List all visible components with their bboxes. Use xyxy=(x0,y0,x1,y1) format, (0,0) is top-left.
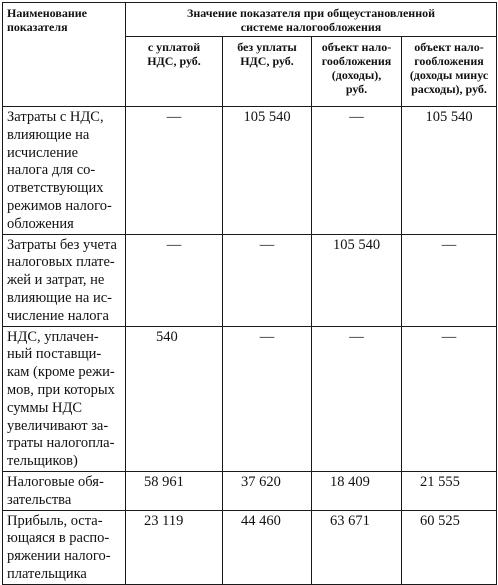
row-value: 37 620 xyxy=(223,471,312,510)
header-col-income: объект нало- гообложения (доходы), руб. xyxy=(312,37,402,107)
row-value: 58 961 xyxy=(126,471,223,510)
row-value: — xyxy=(312,107,402,235)
header-row-top xyxy=(3,3,497,37)
table-row xyxy=(3,326,497,471)
header-group-title: Значение показателя при общеустановленной системе налогообложения xyxy=(126,3,497,37)
row-value: — xyxy=(126,107,223,235)
row-value: 23 119 xyxy=(126,510,223,584)
table-row xyxy=(3,107,497,235)
row-value: — xyxy=(402,234,497,326)
header-indicator-name: Наименование показателя xyxy=(3,3,126,107)
row-label: НДС, уплачен- ный поставщи- кам (кроме режи- мов, при которых суммы НДС увеличивают за- траты налогопла- тельщиков) xyxy=(3,326,126,471)
row-value: 21 555 xyxy=(402,471,497,510)
row-label: Затраты без учета налоговых плате- жей и затрат, не влияющие на ис- числение налога xyxy=(3,234,126,326)
row-value: — xyxy=(223,326,312,471)
row-label: Налоговые обя- зательства xyxy=(3,471,126,510)
row-value: 63 671 xyxy=(312,510,402,584)
table-row xyxy=(3,234,497,326)
row-value: — xyxy=(312,326,402,471)
header-col-income-minus-expenses: объект нало- гообложения (доходы минус расходы), руб. xyxy=(402,37,497,107)
row-label: Затраты с НДС, влияющие на исчисление налога для со- ответствующих режимов налого- обложения xyxy=(3,107,126,235)
tax-comparison-table xyxy=(2,2,497,585)
row-value: — xyxy=(402,326,497,471)
row-value: — xyxy=(126,234,223,326)
header-col-with-vat: с уплатой НДС, руб. xyxy=(126,37,223,107)
header-col-without-vat: без уплаты НДС, руб. xyxy=(223,37,312,107)
row-value: 44 460 xyxy=(223,510,312,584)
row-value: 105 540 xyxy=(223,107,312,235)
row-value: 60 525 xyxy=(402,510,497,584)
row-value: 105 540 xyxy=(402,107,497,235)
row-value: 105 540 xyxy=(312,234,402,326)
table-row xyxy=(3,510,497,584)
table-row xyxy=(3,471,497,510)
row-value: 18 409 xyxy=(312,471,402,510)
row-label: Прибыль, оста- ющаяся в распо- ряжении налого- плательщика xyxy=(3,510,126,584)
row-value: 540 xyxy=(126,326,223,471)
row-value: — xyxy=(223,234,312,326)
